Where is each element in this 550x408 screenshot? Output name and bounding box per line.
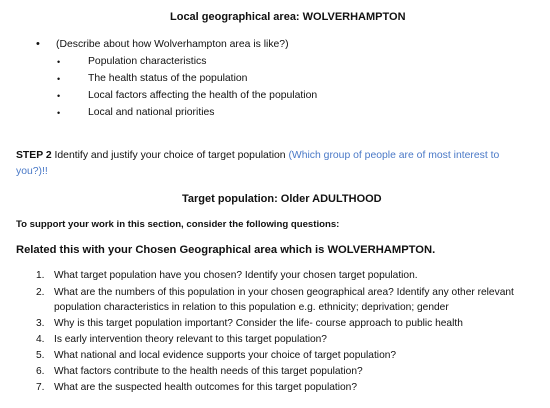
sub-bullet-marker: • (57, 108, 61, 118)
describe-item: The health status of the population (88, 73, 248, 84)
question-text: What factors contribute to the health needs of this target population? (54, 366, 363, 377)
target-value: ADULTHOOD (312, 193, 382, 205)
question-number: 2. (36, 287, 45, 298)
question-number: 5. (36, 350, 45, 361)
question-number: 6. (36, 366, 45, 377)
title-prefix: Local geographical area: (170, 11, 303, 23)
step2-note-continued: you?)!! (16, 166, 48, 177)
question-text: Why is this target population important? Consider the life- course approach to public health (54, 318, 463, 329)
question-text: What national and local evidence supports your choice of target population? (54, 350, 397, 361)
target-population-heading (182, 193, 382, 205)
question-text: What are the numbers of this population in your chosen geographical area? Identify any other relevant (54, 287, 514, 298)
question-text: What are the suspected health outcomes for this target population? (54, 382, 357, 393)
sub-bullet-marker: • (57, 91, 61, 101)
question-text-continued: population characteristics in relation to this population e.g. ethnicity; deprivation; gender (54, 302, 449, 313)
describe-prompt: (Describe about how Wolverhampton area is like?) (56, 39, 289, 50)
describe-item: Local and national priorities (88, 107, 215, 118)
step2-note: (Which group of people are of most interest to (288, 150, 500, 161)
question-number: 7. (36, 382, 45, 393)
question-number: 3. (36, 318, 45, 329)
page-title (170, 11, 406, 23)
bullet-marker: • (36, 38, 40, 50)
related-heading: Related this with your Chosen Geographical area which is WOLVERHAMPTON. (16, 244, 436, 256)
step2-text: Identify and justify your choice of target population (51, 150, 289, 161)
question-number: 4. (36, 334, 45, 345)
question-text: Is early intervention theory relevant to this target population? (54, 334, 327, 345)
question-number: 1. (36, 270, 45, 281)
sub-bullet-marker: • (57, 74, 61, 84)
question-text: What target population have you chosen? Identify your chosen target population. (54, 270, 418, 281)
step2-label: STEP 2 (16, 150, 52, 161)
step2-line (16, 150, 499, 161)
describe-item: Population characteristics (88, 56, 207, 67)
sub-bullet-marker: • (57, 57, 61, 67)
support-instruction: To support your work in this section, consider the following questions: (16, 219, 340, 230)
target-prefix: Target population: Older (182, 193, 313, 205)
title-place: WOLVERHAMPTON (302, 11, 406, 23)
describe-item: Local factors affecting the health of the population (88, 90, 318, 101)
